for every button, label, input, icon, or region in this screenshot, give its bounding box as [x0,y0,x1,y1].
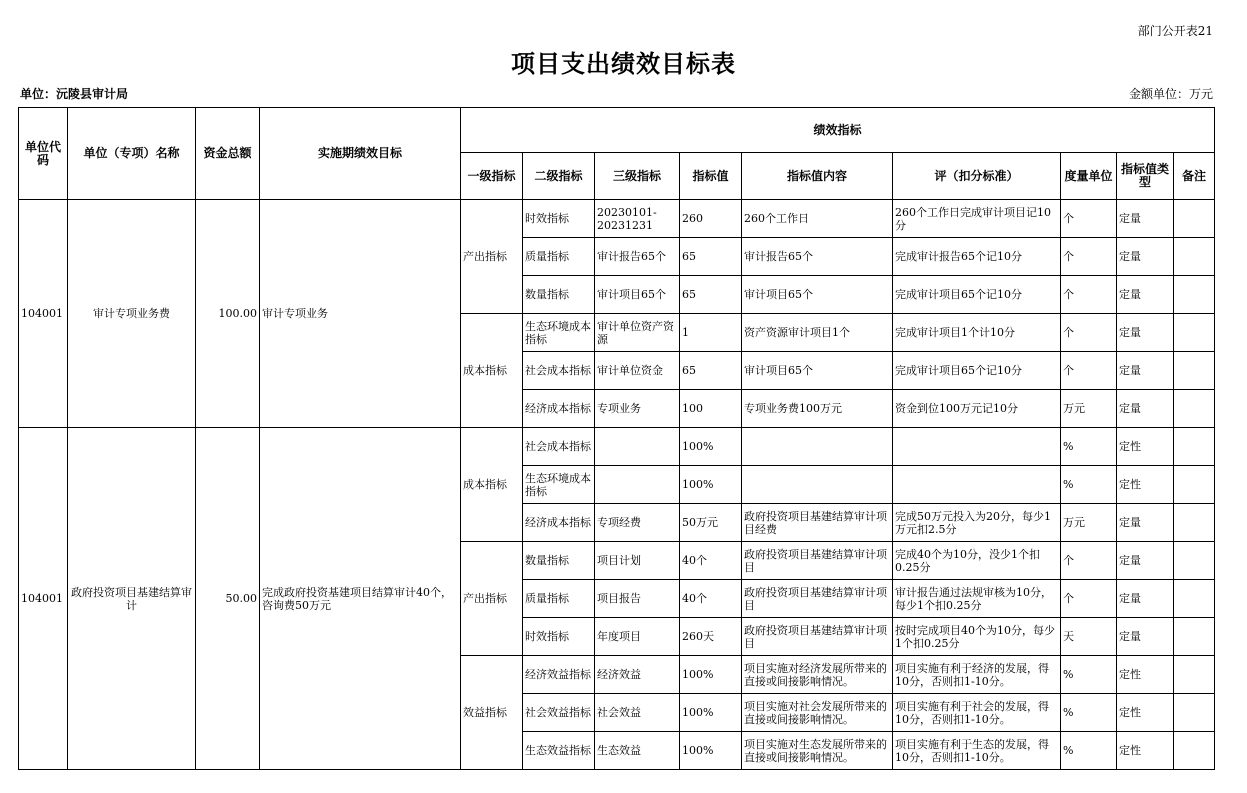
level1-cell: 产出指标 [461,200,523,314]
value-cell: 260天 [680,618,742,656]
level3-cell: 项目报告 [595,580,680,618]
unit-name-cell: 审计专项业务费 [68,200,196,428]
value-type-cell: 定性 [1117,732,1174,770]
value-content-cell: 专项业务费100万元 [742,390,893,428]
scoring-cell: 项目实施有利于经济的发展，得10分，否则扣1-10分。 [893,656,1061,694]
scoring-cell: 完成审计项目65个记10分 [893,352,1061,390]
table-row [19,200,1215,238]
scoring-cell: 完成审计项目1个计10分 [893,314,1061,352]
remark-cell [1174,390,1215,428]
remark-cell [1174,618,1215,656]
scoring-cell: 完成审计报告65个记10分 [893,238,1061,276]
header-total-funds: 资金总额 [196,108,260,200]
value-content-cell: 审计项目65个 [742,352,893,390]
measure-unit-cell: % [1061,694,1117,732]
value-content-cell: 项目实施对社会发展所带来的直接或间接影响情况。 [742,694,893,732]
level2-cell: 经济效益指标 [523,656,595,694]
value-type-cell: 定量 [1117,314,1174,352]
unit-label: 单位：沅陵县审计局 [20,87,129,101]
value-cell: 40个 [680,542,742,580]
goal-cell: 审计专项业务 [260,200,461,428]
scoring-cell: 完成40个为10分，没少1个扣0.25分 [893,542,1061,580]
header-unit-code: 单位代码 [19,108,68,200]
level3-cell: 生态效益 [595,732,680,770]
remark-cell [1174,542,1215,580]
header-remark: 备注 [1174,153,1215,200]
header-value: 指标值 [680,153,742,200]
value-type-cell: 定性 [1117,466,1174,504]
measure-unit-cell: 个 [1061,542,1117,580]
value-cell: 100 [680,390,742,428]
level2-cell: 社会成本指标 [523,352,595,390]
measure-unit-cell: 个 [1061,352,1117,390]
value-content-cell [742,466,893,504]
unit-name-cell: 政府投资项目基建结算审计 [68,428,196,770]
value-cell: 50万元 [680,504,742,542]
scoring-cell: 资金到位100万元记10分 [893,390,1061,428]
form-number: 部门公开表21 [1137,24,1213,38]
value-cell: 65 [680,276,742,314]
value-type-cell: 定量 [1117,276,1174,314]
scoring-cell [893,428,1061,466]
scoring-cell: 完成审计项目65个记10分 [893,276,1061,314]
remark-cell [1174,504,1215,542]
value-content-cell: 政府投资项目基建结算审计项目 [742,580,893,618]
level1-cell: 产出指标 [461,542,523,656]
measure-unit-cell: 万元 [1061,390,1117,428]
scoring-cell: 260个工作日完成审计项目记10分 [893,200,1061,238]
measure-unit-cell: 个 [1061,238,1117,276]
remark-cell [1174,580,1215,618]
value-cell: 65 [680,238,742,276]
level1-cell: 成本指标 [461,314,523,428]
measure-unit-cell: 个 [1061,276,1117,314]
value-type-cell: 定量 [1117,352,1174,390]
scoring-cell [893,466,1061,504]
value-type-cell: 定量 [1117,542,1174,580]
value-type-cell: 定量 [1117,580,1174,618]
scoring-cell: 项目实施有利于社会的发展，得10分，否则扣1-10分。 [893,694,1061,732]
level2-cell: 经济成本指标 [523,504,595,542]
remark-cell [1174,200,1215,238]
level3-cell: 专项经费 [595,504,680,542]
scoring-cell: 完成50万元投入为20分，每少1万元扣2.5分 [893,504,1061,542]
goal-cell: 完成政府投资基建项目结算审计40个，咨询费50万元 [260,428,461,770]
level2-cell: 质量指标 [523,580,595,618]
value-content-cell: 政府投资项目基建结算审计项目 [742,618,893,656]
level3-cell: 项目计划 [595,542,680,580]
value-cell: 100% [680,466,742,504]
remark-cell [1174,352,1215,390]
level1-cell: 效益指标 [461,656,523,770]
table-body [19,200,1215,770]
level3-cell: 专项业务 [595,390,680,428]
remark-cell [1174,732,1215,770]
value-cell: 100% [680,428,742,466]
header-indicators: 绩效指标 [461,108,1215,153]
level3-cell: 审计项目65个 [595,276,680,314]
value-cell: 260 [680,200,742,238]
measure-unit-cell: % [1061,428,1117,466]
remark-cell [1174,314,1215,352]
unit-code-cell: 104001 [19,428,68,770]
remark-cell [1174,428,1215,466]
value-content-cell: 政府投资项目基建结算审计项目经费 [742,504,893,542]
performance-table [18,107,1215,770]
header-unit-name: 单位（专项）名称 [68,108,196,200]
level3-cell: 审计报告65个 [595,238,680,276]
level3-cell: 20230101-20231231 [595,200,680,238]
value-content-cell: 项目实施对经济发展所带来的直接或间接影响情况。 [742,656,893,694]
value-cell: 1 [680,314,742,352]
level3-cell: 经济效益 [595,656,680,694]
level3-cell: 社会效益 [595,694,680,732]
measure-unit-cell: 万元 [1061,504,1117,542]
level2-cell: 数量指标 [523,276,595,314]
measure-unit-cell: % [1061,732,1117,770]
level2-cell: 数量指标 [523,542,595,580]
header-level3: 三级指标 [595,153,680,200]
level3-cell [595,466,680,504]
header-scoring: 评（扣分标准） [893,153,1061,200]
value-content-cell: 项目实施对生态发展所带来的直接或间接影响情况。 [742,732,893,770]
value-cell: 40个 [680,580,742,618]
measure-unit-cell: 个 [1061,200,1117,238]
header-measure-unit: 度量单位 [1061,153,1117,200]
value-content-cell [742,428,893,466]
unit-code-cell: 104001 [19,200,68,428]
level2-cell: 时效指标 [523,200,595,238]
value-content-cell: 260个工作日 [742,200,893,238]
total-funds-cell: 100.00 [196,200,260,428]
level3-cell [595,428,680,466]
value-content-cell: 审计报告65个 [742,238,893,276]
level2-cell: 时效指标 [523,618,595,656]
header-level2: 二级指标 [523,153,595,200]
level2-cell: 生态环境成本指标 [523,466,595,504]
measure-unit-cell: % [1061,466,1117,504]
value-cell: 100% [680,732,742,770]
value-type-cell: 定量 [1117,504,1174,542]
value-type-cell: 定量 [1117,200,1174,238]
level3-cell: 审计单位资金 [595,352,680,390]
remark-cell [1174,238,1215,276]
value-type-cell: 定性 [1117,694,1174,732]
value-type-cell: 定性 [1117,656,1174,694]
header-level1: 一级指标 [461,153,523,200]
value-content-cell: 资产资源审计项目1个 [742,314,893,352]
measure-unit-cell: 个 [1061,314,1117,352]
scoring-cell: 按时完成项目40个为10分，每少1个扣0.25分 [893,618,1061,656]
scoring-cell: 项目实施有利于生态的发展，得10分，否则扣1-10分。 [893,732,1061,770]
remark-cell [1174,466,1215,504]
value-type-cell: 定量 [1117,390,1174,428]
value-content-cell: 审计项目65个 [742,276,893,314]
value-content-cell: 政府投资项目基建结算审计项目 [742,542,893,580]
scoring-cell: 审计报告通过法规审核为10分，每少1个扣0.25分 [893,580,1061,618]
level2-cell: 生态效益指标 [523,732,595,770]
measure-unit-cell: % [1061,656,1117,694]
measure-unit-cell: 个 [1061,580,1117,618]
level2-cell: 生态环境成本指标 [523,314,595,352]
table-row [19,428,1215,466]
value-type-cell: 定量 [1117,618,1174,656]
measure-unit-cell: 天 [1061,618,1117,656]
remark-cell [1174,694,1215,732]
remark-cell [1174,276,1215,314]
header-value-content: 指标值内容 [742,153,893,200]
page-title: 项目支出绩效目标表 [511,50,736,78]
value-cell: 65 [680,352,742,390]
level2-cell: 社会成本指标 [523,428,595,466]
value-cell: 100% [680,694,742,732]
level2-cell: 社会效益指标 [523,694,595,732]
total-funds-cell: 50.00 [196,428,260,770]
remark-cell [1174,656,1215,694]
value-type-cell: 定性 [1117,428,1174,466]
money-unit-label: 金额单位：万元 [1128,87,1213,101]
level2-cell: 质量指标 [523,238,595,276]
level3-cell: 年度项目 [595,618,680,656]
header-goal: 实施期绩效目标 [260,108,461,200]
header-value-type: 指标值类型 [1117,153,1174,200]
level2-cell: 经济成本指标 [523,390,595,428]
value-cell: 100% [680,656,742,694]
level3-cell: 审计单位资产资源 [595,314,680,352]
level1-cell: 成本指标 [461,428,523,542]
value-type-cell: 定量 [1117,238,1174,276]
